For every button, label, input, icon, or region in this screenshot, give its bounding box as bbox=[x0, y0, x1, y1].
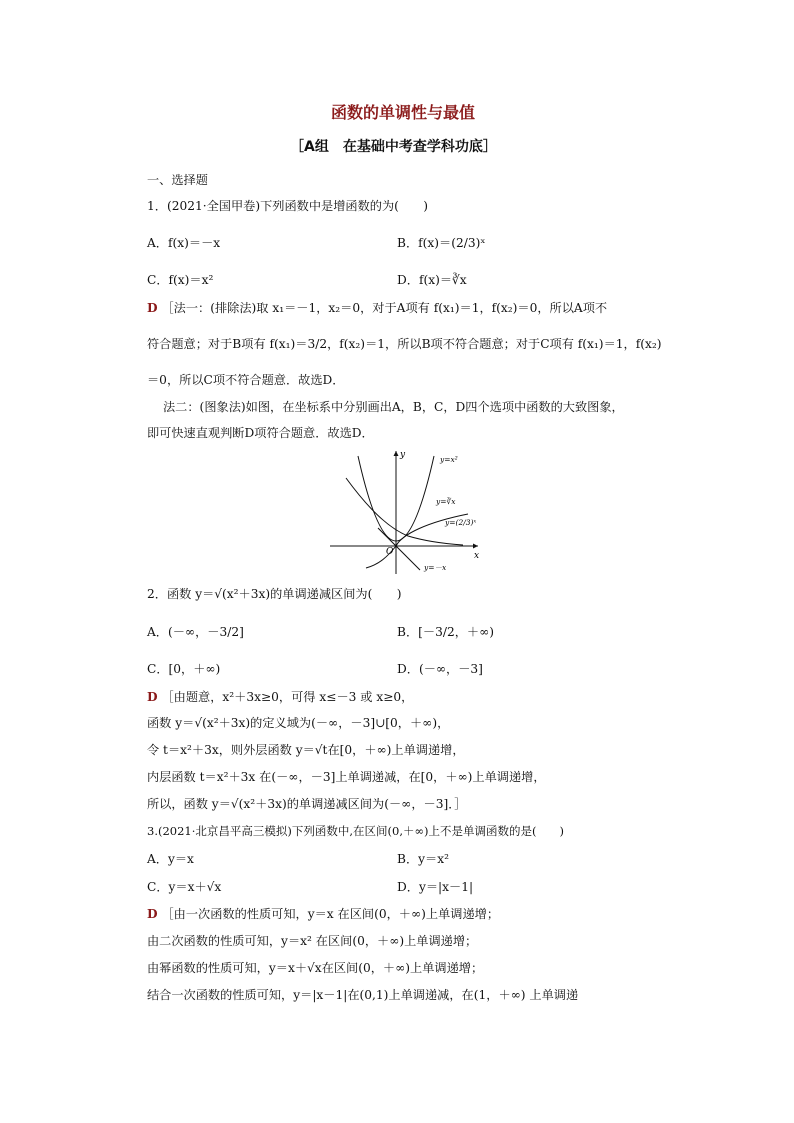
q3-solution-line-2: 由二次函数的性质可知，y＝x² 在区间(0，＋∞)上单调递增； bbox=[147, 934, 478, 948]
section-heading: 一、选择题 bbox=[147, 173, 208, 187]
q2-answer-letter: D bbox=[147, 690, 158, 704]
q1-option-b: B．f(x)＝(2/3)ˣ bbox=[397, 236, 486, 250]
q1-option-a: A．f(x)＝－x bbox=[147, 236, 221, 250]
label-y-axis: y bbox=[400, 450, 406, 460]
label-origin: O bbox=[386, 547, 394, 557]
q3-option-d: D．y＝|x－1| bbox=[397, 880, 474, 894]
q2-stem: 2．函数 y＝√(x²＋3x)的单调递减区间为( ) bbox=[147, 587, 402, 601]
label-y-cube-root: y=∛x bbox=[436, 497, 456, 506]
q3-solution-text-1: ［由一次函数的性质可知，y＝x 在区间(0，＋∞)上单调递增； bbox=[161, 907, 500, 921]
line-negative-x bbox=[378, 528, 420, 570]
q3-solution-line-3: 由幂函数的性质可知，y＝x＋√x在区间(0，＋∞)上单调递增； bbox=[147, 961, 484, 975]
label-x-axis: x bbox=[474, 551, 480, 561]
q1-stem: 1．(2021·全国甲卷)下列函数中是增函数的为( ) bbox=[147, 199, 429, 213]
q1-solution-line-2: 符合题意；对于B项有 f(x₁)＝3/2，f(x₂)＝1，所以B项不符合题意；对于C项有 f(x₁)＝1，f(x₂) bbox=[147, 337, 662, 351]
q3-option-b: B．y＝x² bbox=[397, 852, 449, 866]
q1-answer-letter: D bbox=[147, 301, 158, 315]
group-header: ［A组 在基础中考查学科功底］ bbox=[290, 139, 497, 155]
q2-solution-line-1 bbox=[147, 689, 413, 705]
q3-stem: 3.(2021·北京昌平高三模拟)下列函数中,在区间(0,＋∞)上不是单调函数的是( ) bbox=[147, 824, 565, 838]
x-axis-arrow bbox=[473, 544, 478, 549]
q1-option-c: C．f(x)＝x² bbox=[147, 273, 214, 287]
q1-solution-line-1 bbox=[147, 300, 607, 316]
label-y-x-squared: y=x² bbox=[440, 455, 458, 464]
curve-exponential bbox=[346, 478, 463, 545]
q1-solution-text-1: ［法一：(排除法)取 x₁＝－1，x₂＝0，对于A项有 f(x₁)＝1，f(x₂)＝0，所以A项不 bbox=[161, 301, 608, 315]
q1-option-d: D．f(x)＝∛x bbox=[397, 273, 467, 287]
q2-solution-line-3: 令 t＝x²＋3x，则外层函数 y＝√t在[0，＋∞)上单调递增， bbox=[147, 743, 465, 757]
q3-solution-line-4: 结合一次函数的性质可知，y＝|x－1|在(0,1)上单调递减，在(1，＋∞) 上单调递 bbox=[147, 988, 579, 1002]
q2-solution-line-4: 内层函数 t＝x²＋3x 在(－∞，－3]上单调递减，在[0，＋∞)上单调递增， bbox=[147, 770, 546, 784]
function-graph bbox=[328, 448, 498, 576]
q2-option-a: A．(－∞，－3/2] bbox=[147, 625, 244, 639]
y-axis-arrow bbox=[394, 451, 399, 456]
q2-option-c: C．[0，＋∞) bbox=[147, 662, 221, 676]
q2-option-d: D．(－∞，－3] bbox=[397, 662, 483, 676]
q3-option-a: A．y＝x bbox=[147, 852, 194, 866]
q1-solution-line-5: 即可快速直观判断D项符合题意．故选D． bbox=[147, 426, 374, 440]
q1-solution-line-4: 法二：(图象法)如图，在坐标系中分别画出A，B，C，D四个选项中函数的大致图象， bbox=[163, 400, 624, 414]
q1-solution-line-3: ＝0，所以C项不符合题意．故选D． bbox=[147, 373, 345, 387]
q3-option-c: C．y＝x＋√x bbox=[147, 880, 222, 894]
page-title: 函数的单调性与最值 bbox=[331, 103, 476, 122]
q3-answer-letter: D bbox=[147, 907, 158, 921]
q3-solution-line-1 bbox=[147, 906, 499, 922]
q2-solution-line-5: 所以，函数 y＝√(x²＋3x)的单调递减区间为(－∞，－3]．］ bbox=[147, 797, 467, 811]
q2-option-b: B．[－3/2，＋∞) bbox=[397, 625, 494, 639]
q2-solution-line-2: 函数 y＝√(x²＋3x)的定义域为(－∞，－3]∪[0，＋∞)， bbox=[147, 716, 450, 730]
q2-solution-text-1: ［由题意，x²＋3x≥0，可得 x≤－3 或 x≥0， bbox=[161, 690, 414, 704]
label-y-exponential: y=(2/3)ˣ bbox=[445, 518, 477, 527]
label-y-negative-x: y=－x bbox=[424, 563, 447, 572]
